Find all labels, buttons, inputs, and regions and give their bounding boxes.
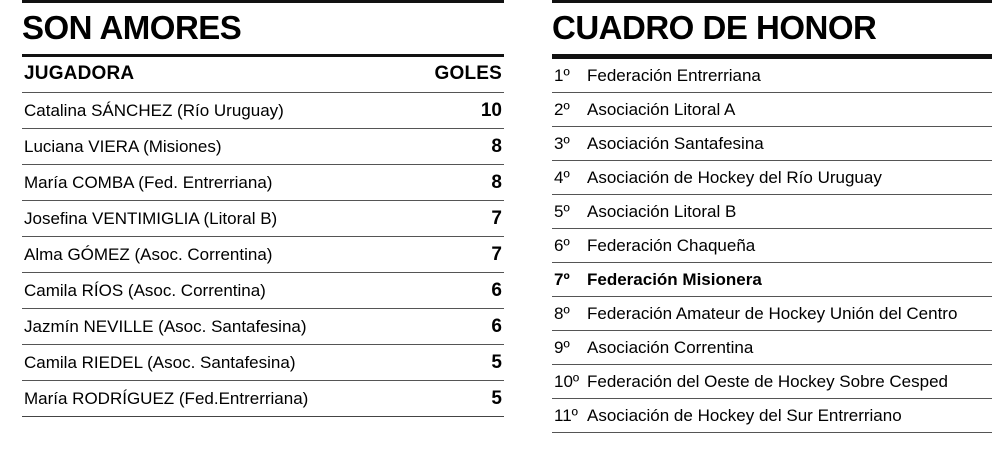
honor-board-title: CUADRO DE HONOR	[552, 9, 877, 46]
honor-position: 7º	[554, 270, 570, 289]
player-name: Catalina SÁNCHEZ (Río Uruguay)	[24, 101, 284, 120]
table-row	[22, 236, 504, 272]
list-item	[552, 296, 992, 330]
player-goals: 6	[491, 280, 502, 301]
table-row	[22, 272, 504, 308]
table-row	[22, 308, 504, 344]
honor-position: 11º	[554, 406, 578, 425]
honor-position: 8º	[554, 304, 570, 323]
list-item	[552, 330, 992, 364]
player-name: Luciana VIERA (Misiones)	[24, 137, 222, 156]
player-goals: 7	[491, 244, 502, 265]
player-name: Josefina VENTIMIGLIA (Litoral B)	[24, 209, 278, 228]
table-row	[22, 92, 504, 128]
left-bottom-rule	[22, 416, 504, 417]
honor-position: 1º	[554, 66, 570, 85]
player-goals: 10	[480, 100, 502, 121]
list-item	[552, 57, 992, 92]
top-scorers-header-row	[22, 57, 504, 92]
top-scorers-panel	[22, 0, 504, 417]
list-item	[552, 194, 992, 228]
player-name: Camila RIEDEL (Asoc. Santafesina)	[24, 353, 296, 372]
honor-team-name: Asociación de Hockey del Río Uruguay	[587, 168, 882, 187]
list-item	[552, 398, 992, 433]
honor-team-name: Asociación de Hockey del Sur Entrerriano	[587, 406, 902, 425]
honor-position: 10º	[554, 372, 580, 391]
honor-team-name: Asociación Santafesina	[587, 134, 764, 153]
list-item	[552, 228, 992, 262]
player-goals: 8	[491, 172, 502, 193]
table-row	[22, 164, 504, 200]
honor-position: 2º	[554, 100, 570, 119]
player-goals: 6	[491, 316, 502, 337]
player-goals: 8	[491, 136, 502, 157]
player-goals: 5	[491, 388, 502, 409]
honor-position: 6º	[554, 236, 570, 255]
player-goals: 5	[491, 352, 502, 373]
player-name: Alma GÓMEZ (Asoc. Correntina)	[24, 245, 273, 264]
player-name: Camila RÍOS (Asoc. Correntina)	[24, 281, 266, 300]
table-row	[22, 344, 504, 380]
column-header-goals: GOLES	[434, 63, 502, 84]
column-header-player: JUGADORA	[24, 63, 135, 84]
honor-position: 5º	[554, 202, 570, 221]
table-row	[22, 200, 504, 236]
list-item	[552, 92, 992, 126]
list-item	[552, 364, 992, 398]
honor-position: 3º	[554, 134, 570, 153]
honor-board-panel	[552, 0, 992, 433]
player-goals: 7	[491, 208, 502, 229]
honor-team-name: Federación del Oeste de Hockey Sobre Cesped	[587, 372, 948, 391]
list-item	[552, 126, 992, 160]
honor-team-name: Asociación Litoral B	[587, 202, 737, 221]
player-name: Jazmín NEVILLE (Asoc. Santafesina)	[24, 317, 307, 336]
table-row	[22, 128, 504, 164]
list-item-highlighted	[552, 262, 992, 296]
honor-position: 4º	[554, 168, 570, 187]
top-scorers-title: SON AMORES	[22, 9, 242, 46]
honor-team-name: Federación Entrerriana	[587, 66, 761, 85]
honor-team-name: Asociación Correntina	[587, 338, 754, 357]
honor-position: 9º	[554, 338, 570, 357]
honor-team-name: Federación Amateur de Hockey Unión del Centro	[587, 304, 958, 323]
honor-team-name: Asociación Litoral A	[587, 100, 736, 119]
player-name: María RODRÍGUEZ (Fed.Entrerriana)	[24, 389, 309, 408]
honor-team-name: Federación Misionera	[587, 270, 762, 289]
list-item	[552, 160, 992, 194]
player-name: María COMBA (Fed. Entrerriana)	[24, 173, 273, 192]
table-row	[22, 380, 504, 416]
honor-team-name: Federación Chaqueña	[587, 236, 756, 255]
